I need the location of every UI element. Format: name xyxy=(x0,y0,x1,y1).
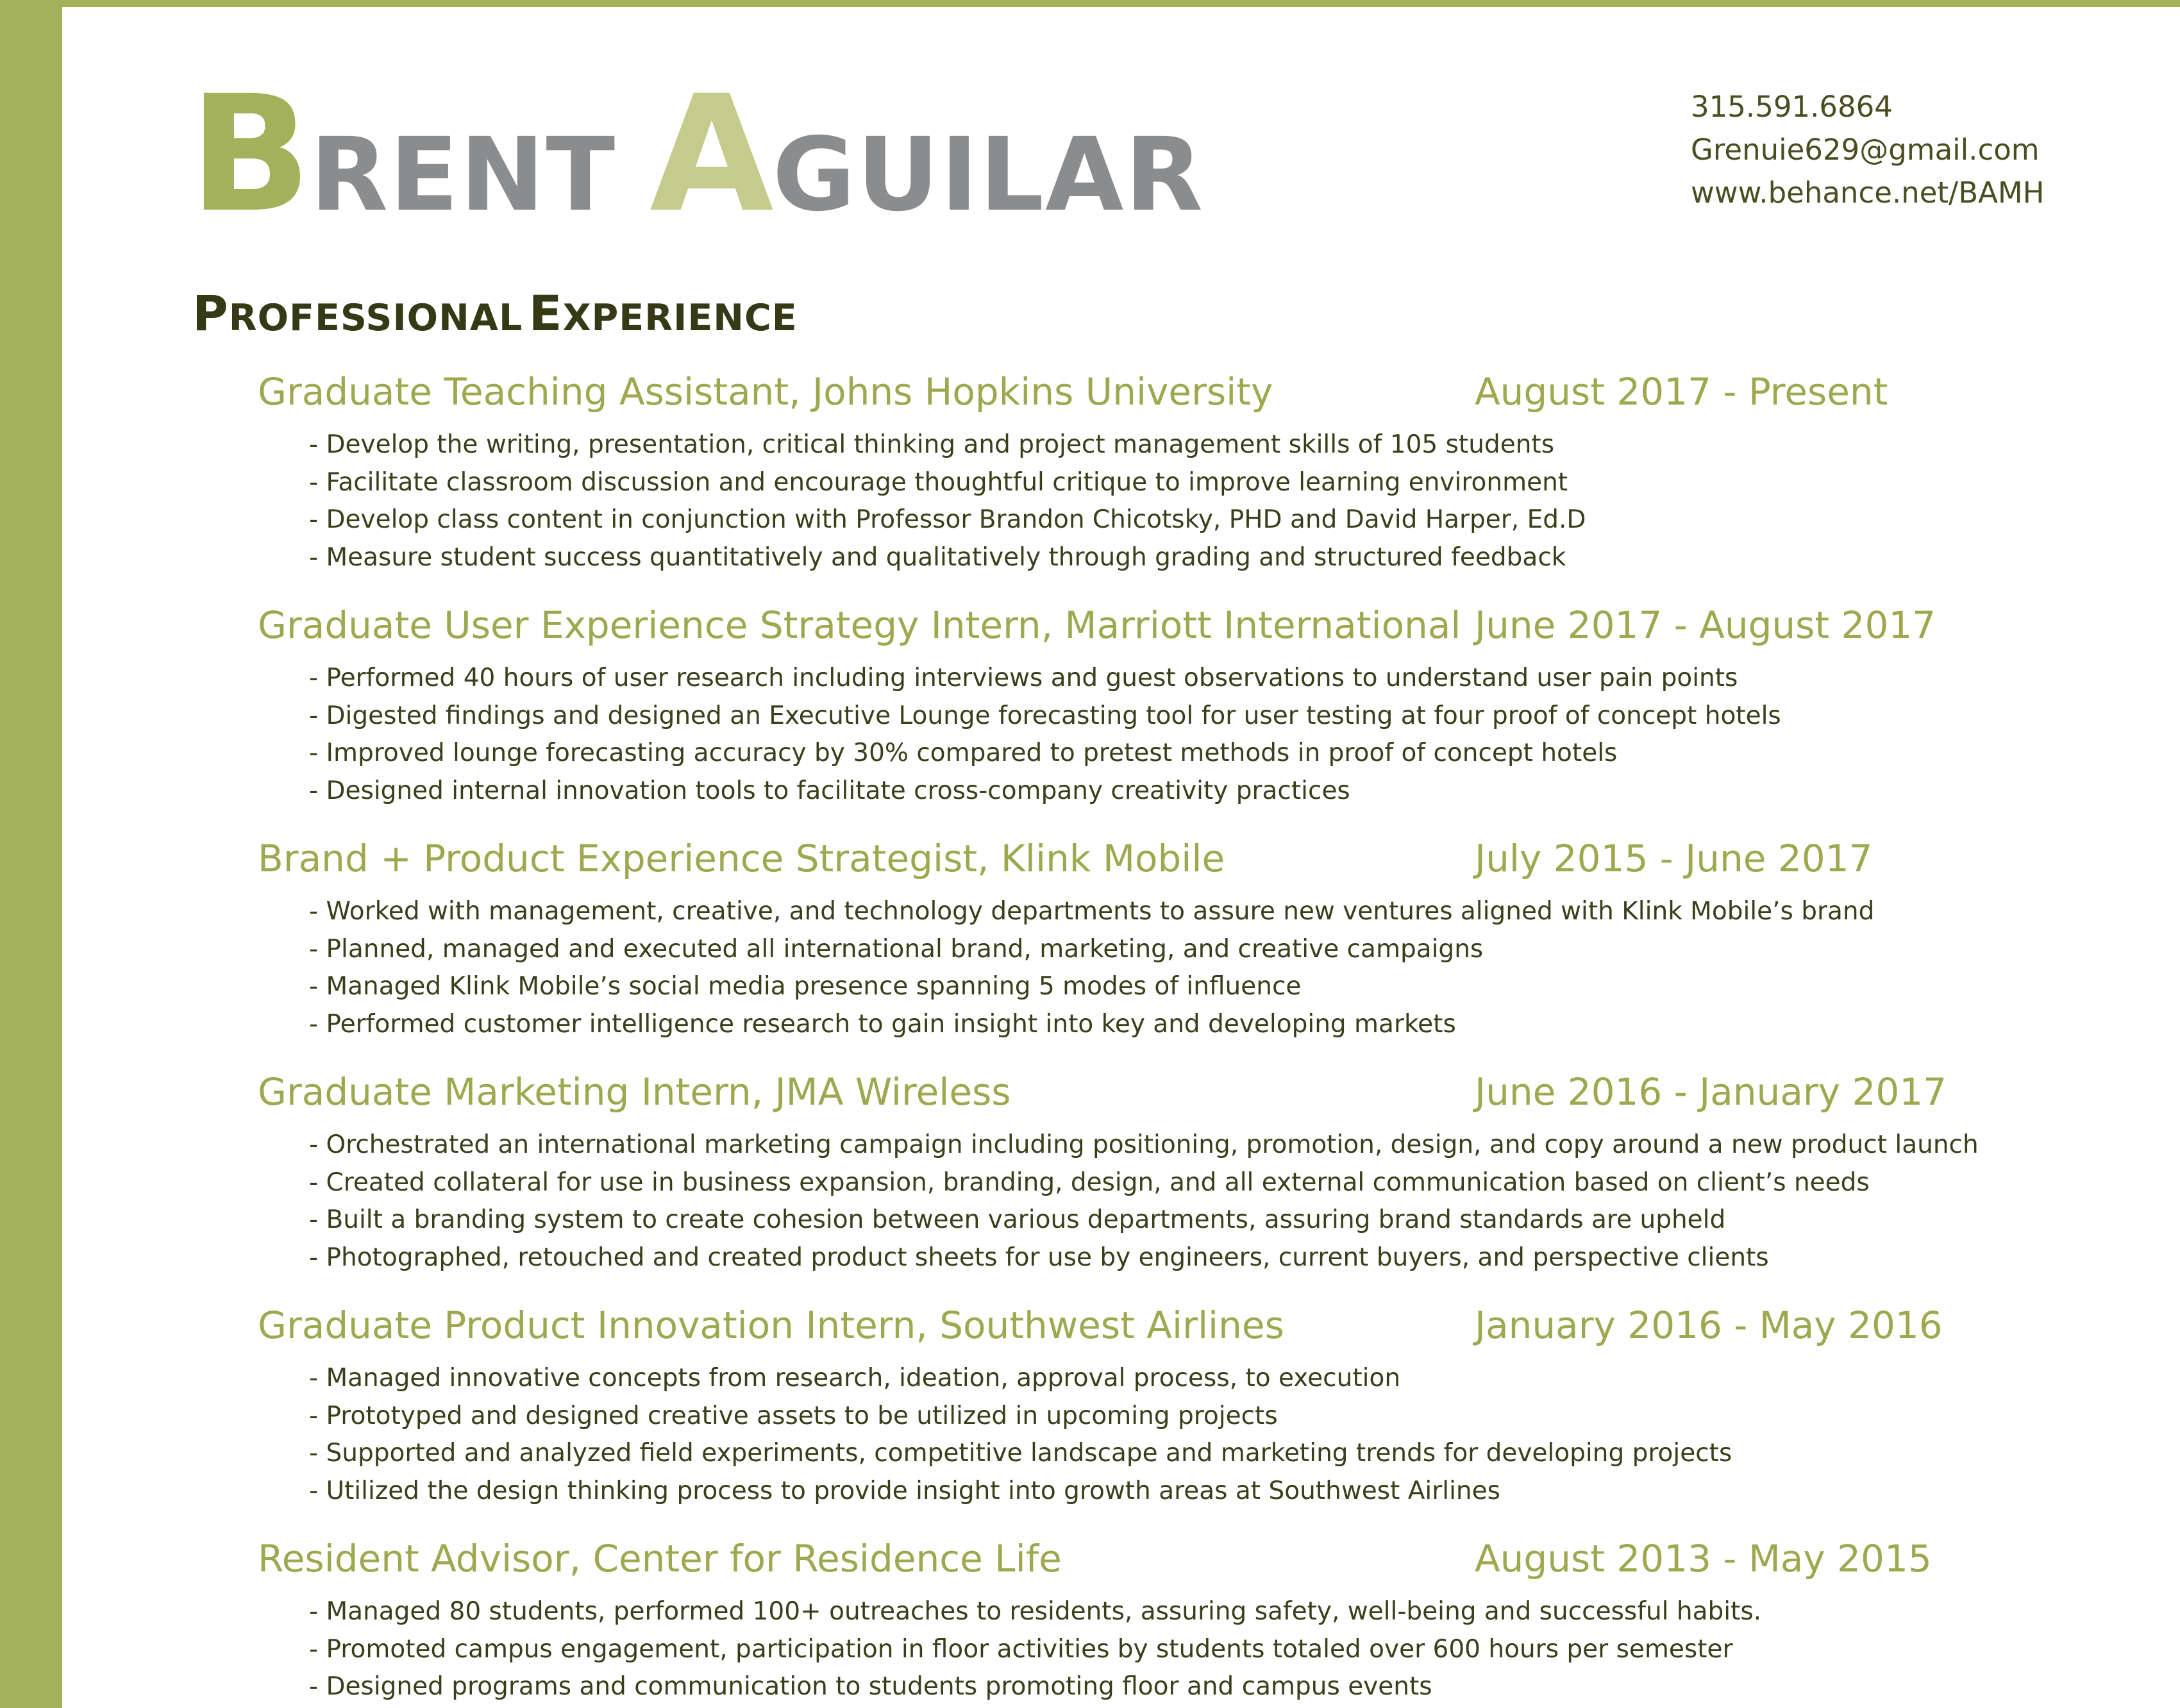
job-bullet: - Created collateral for use in business expansion, branding, design, and all external communication based on client’s needs xyxy=(309,1168,1870,1197)
job-bullet: - Improved lounge forecasting accuracy by 30% compared to pretest methods in proof of concept hotels xyxy=(309,739,1618,767)
contact-phone: 315.591.6864 xyxy=(1691,90,1893,124)
job-header xyxy=(258,594,2136,656)
job-bullet: - Designed internal innovation tools to facilitate cross-company creativity practices xyxy=(309,776,1350,805)
last-name xyxy=(650,61,1205,247)
job-entry xyxy=(258,1294,2136,1528)
job-bullet: - Develop class content in conjunction with Professor Brandon Chicotsky, PHD and David Harper, Ed.D xyxy=(309,505,1586,534)
job-entry xyxy=(258,828,2136,1061)
candidate-name xyxy=(189,61,1205,247)
section-heading-rest: XPERIENCE xyxy=(562,297,798,339)
job-bullet: - Performed customer intelligence research to gain insight into key and developing markets xyxy=(309,1009,1456,1039)
job-header xyxy=(258,361,2136,423)
job-bullet: - Managed 80 students, performed 100+ outreaches to residents, assuring safety, well-being and successful habits. xyxy=(309,1597,1762,1626)
job-bullet: - Digested findings and designed an Executive Lounge forecasting tool for user testing at four proof of concept hotels xyxy=(309,701,1781,730)
job-bullet: - Performed 40 hours of user research including interviews and guest observations to understand user pain points xyxy=(309,664,1738,692)
job-bullets xyxy=(309,893,2180,1043)
job-bullet: - Managed innovative concepts from research, ideation, approval process, to execution xyxy=(309,1364,1401,1393)
first-name-initial: B xyxy=(189,61,313,247)
job-dates: August 2013 - May 2015 xyxy=(1475,1537,1932,1580)
resume-content xyxy=(62,7,2180,1708)
job-bullet: - Promoted campus engagement, participation in floor activities by students totaled over 600 hours per semester xyxy=(309,1634,1733,1664)
job-title: Graduate Product Innovation Intern, Southwest Airlines xyxy=(258,1303,1284,1347)
last-name-rest: GUILAR xyxy=(772,116,1205,234)
job-dates: July 2015 - June 2017 xyxy=(1475,837,1873,880)
job-header xyxy=(258,1528,2136,1589)
last-name-initial: A xyxy=(650,61,775,247)
job-bullet: - Photographed, retouched and created product sheets for use by engineers, current buyers, and perspective clients xyxy=(309,1243,1769,1272)
job-title: Brand + Product Experience Strategist, Klink Mobile xyxy=(258,837,1225,880)
job-bullets xyxy=(309,1593,2180,1706)
job-title: Resident Advisor, Center for Residence Life xyxy=(258,1537,1062,1580)
first-name xyxy=(189,61,617,247)
resume-page xyxy=(62,7,2180,1708)
job-bullet: - Designed programs and communication to students promoting floor and campus events xyxy=(309,1672,1432,1701)
section-heading-cap: E xyxy=(528,285,563,342)
first-name-rest: RENT xyxy=(310,116,617,234)
job-bullet: - Measure student success quantitatively and qualitatively through grading and structured feedback xyxy=(309,542,1566,572)
job-dates: June 2016 - January 2017 xyxy=(1475,1070,1947,1114)
experience-list xyxy=(258,361,2136,1708)
job-bullet: - Facilitate classroom discussion and encourage thoughtful critique to improve learning environment xyxy=(309,467,1568,497)
job-bullet: - Built a branding system to create cohesion between various departments, assuring brand standards are upheld xyxy=(309,1205,1726,1234)
job-header xyxy=(258,1294,2136,1356)
job-title: Graduate User Experience Strategy Intern, Marriott International xyxy=(258,603,1461,647)
job-bullets xyxy=(309,426,2180,576)
section-heading-professional-experience xyxy=(192,285,798,342)
job-bullet: - Managed Klink Mobile’s social media presence spanning 5 modes of influence xyxy=(309,972,1302,1001)
job-header xyxy=(258,1061,2136,1123)
job-title: Graduate Marketing Intern, JMA Wireless xyxy=(258,1070,1011,1114)
contact-website: www.behance.net/BAMH xyxy=(1691,176,2045,210)
job-entry xyxy=(258,361,2136,594)
job-title: Graduate Teaching Assistant, Johns Hopkins University xyxy=(258,370,1273,414)
section-heading-cap: P xyxy=(192,285,229,342)
job-bullet: - Orchestrated an international marketing campaign including positioning, promotion, design, and copy around a new product launch xyxy=(309,1130,1979,1159)
job-entry xyxy=(258,594,2136,828)
job-bullet: - Develop the writing, presentation, critical thinking and project management skills of 105 students xyxy=(309,430,1555,459)
job-dates: June 2017 - August 2017 xyxy=(1475,603,1936,647)
job-bullets xyxy=(309,1360,2180,1510)
job-entry xyxy=(258,1528,2136,1708)
job-bullet: - Supported and analyzed field experiments, competitive landscape and marketing trends for developing projects xyxy=(309,1439,1732,1468)
job-dates: January 2016 - May 2016 xyxy=(1475,1303,1943,1347)
contact-block xyxy=(1691,85,2165,214)
job-bullets xyxy=(309,1126,2180,1277)
job-header xyxy=(258,828,2136,889)
contact-email: Grenuie629@gmail.com xyxy=(1691,133,2040,167)
job-bullet: - Prototyped and designed creative assets to be utilized in upcoming projects xyxy=(309,1401,1278,1430)
section-heading-rest: ROFESSIONAL xyxy=(228,297,523,339)
job-bullet: - Worked with management, creative, and technology departments to assure new ventures aligned with Klink Mobile’s brand xyxy=(309,897,1875,926)
job-bullets xyxy=(309,660,2180,810)
job-bullet: - Utilized the design thinking process to provide insight into growth areas at Southwest Airlines xyxy=(309,1476,1500,1505)
job-dates: August 2017 - Present xyxy=(1475,370,1888,414)
job-entry xyxy=(258,1061,2136,1294)
job-bullet: - Planned, managed and executed all international brand, marketing, and creative campaigns xyxy=(309,934,1484,964)
